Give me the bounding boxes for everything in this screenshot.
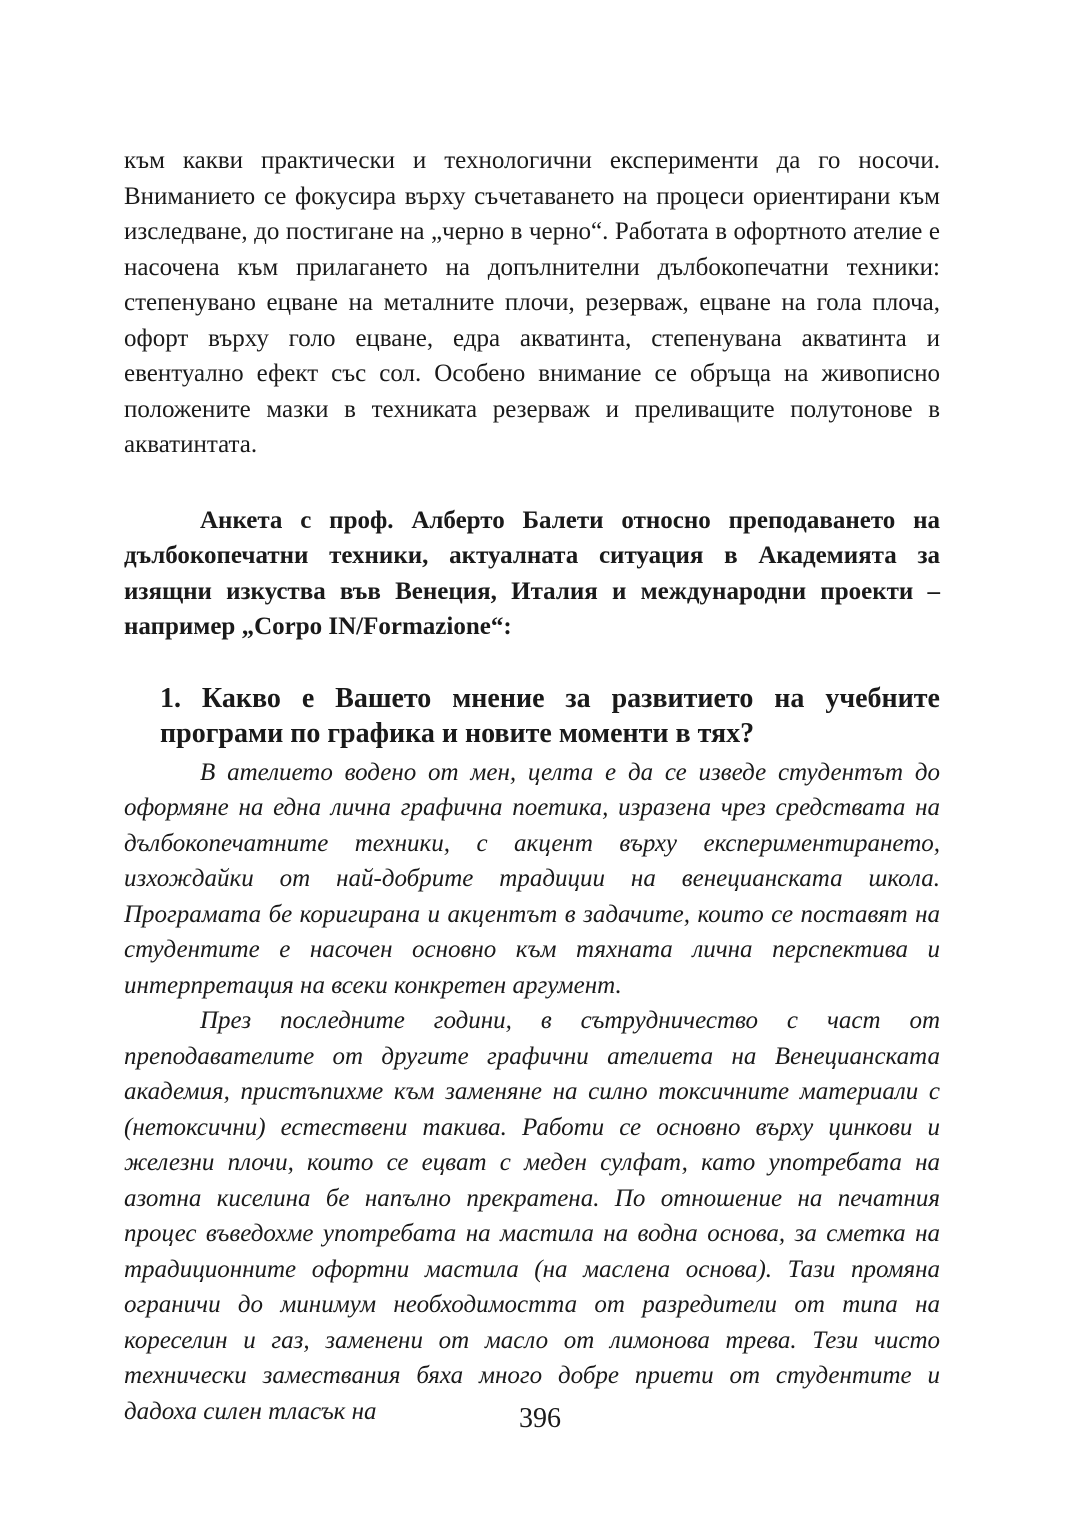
question-heading: 1. Какво е Вашето мнение за развитието на учебните програми по графика и новите моменти в тях? bbox=[160, 682, 940, 749]
page-number: 396 bbox=[519, 1403, 561, 1434]
answer-paragraph: В ателието водено от мен, целта е да се изведе студентът до оформяне на една лична графична поетика, изразена чрез средствата на дълбокопечатните техники, с акцент върху експериментирането, изхождайки от най-добрите традиции на венецианската школа. Програмата бе коригирана и акцентът в задачите, които се поставят на студентите е насочен основно към тяхната лична перспектива и интерпретация на всеки конкретен аргумент. bbox=[124, 758, 940, 999]
document-page bbox=[124, 143, 940, 1429]
answer-paragraph: През последните години, в сътрудничество с част от преподавателите от другите графични ателиета на Венецианската академия, пристъпихме към заменяне на силно токсичните материали с (нетоксични) естествени такива. Работи се основно върху цинкови и железни плочи, които се ецват с меден сулфат, като употребата на азотна киселина бе напълно прекратена. По отношение на печатния процес въведохме употребата на мастила на водна основа, за сметка на традиционните офортни мастила (на маслена основа). Тази промяна ограничи до минимум необходимостта от разредители от типа на кореселин и газ, заменени от масло от лимонова трева. Тези чисто технически замествания бяха много добре приети от студентите и дадоха силен тласък на bbox=[124, 1007, 940, 1425]
section-heading: Анкета с проф. Алберто Балети относно преподаването на дълбокопечатни техники, актуалната ситуация в Академията за изящни изкуства във Венеция, Италия и международни проекти – например „Corpo IN/Formazione“: bbox=[124, 506, 940, 640]
intro-paragraph: към какви практически и технологични експерименти да го носочи. Вниманието се фокусира върху съчетаването на процеси ориентирани към изследване, до постигане на „черно в черно“. Работата в офортното ателие е насочена към прилагането на допълнителни дълбокопечатни техники: степенувано ецване на металните плочи, резерваж, ецване на гола плоча, офорт върху голо ецване, едра акватинта, степенувана акватинта и евентуално ефект със сол. Особено внимание се обръща на живописно положените мазки в техниката резерваж и преливащите полутонове в акватинтата. bbox=[124, 147, 940, 458]
answer-block bbox=[124, 755, 940, 1430]
